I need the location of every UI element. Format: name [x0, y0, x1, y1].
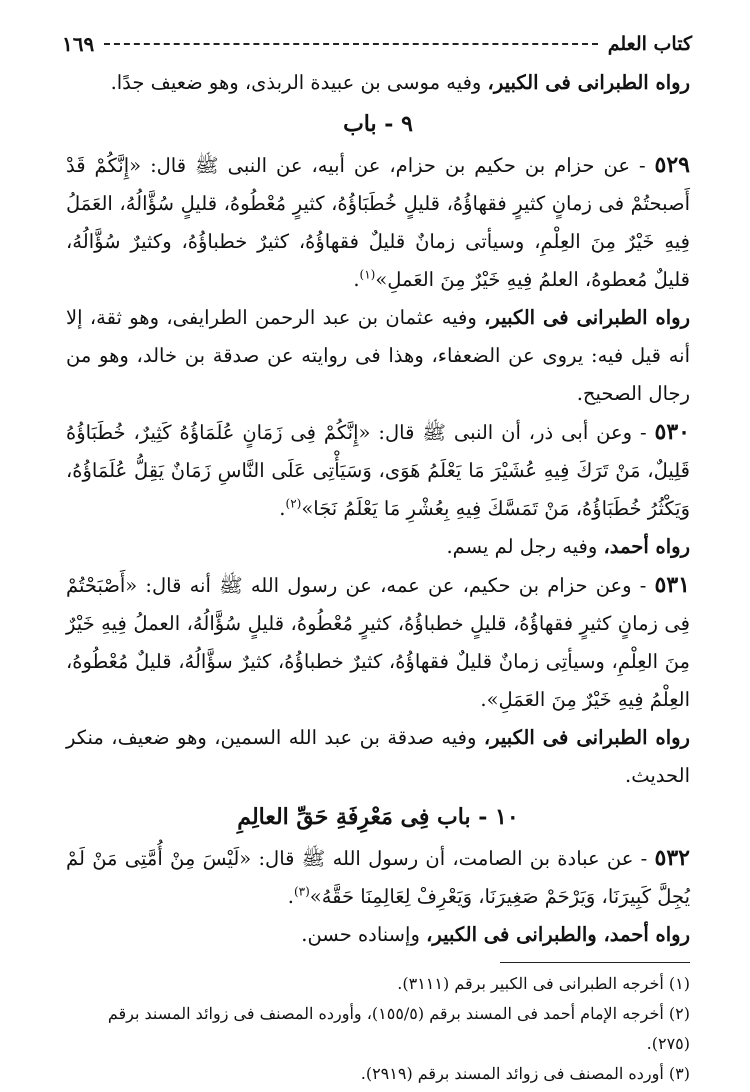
hadith-text: - وعن أبى ذر، أن النبى ﷺ قال: «إِنَّكُمْ فِى زَمَانٍ عُلَمَاؤُهُ كَثِيرٌ، خُطَبَاؤُهُ قَلِيلٌ، مَنْ تَرَكَ فِيهِ عُشَيْرَ مَا يَعْلَمُ هَوَى، وَسَيَأْتِى عَلَى النَّاسِ زَمَانٌ يَقِلُّ عُلَمَاؤُهُ، وَيَكْثُرُ خُطَبَاؤُهُ، مَنْ تَمَسَّكَ فِيهِ بِعُشْرِ مَا يَعْلَمُ نَجَا» — [66, 421, 690, 520]
hadith-paragraph — [66, 839, 690, 916]
narration-text: وفيه موسى بن عبيدة الربذى، وهو ضعيف جدًا. — [110, 71, 488, 94]
narration-text: وفيه صدقة بن عبد الله السمين، وهو ضعيف، منكر الحديث. — [66, 726, 690, 787]
footnote-rule — [500, 962, 690, 963]
hadith-number: ٥٣٠ — [654, 419, 690, 445]
chapter-heading: ١٠ - باب فِى مَعْرِفَةِ حَقِّ العالِمِ — [237, 804, 519, 830]
narration-note — [66, 64, 690, 102]
narration-source: رواه الطبرانى فى الكبير، — [483, 726, 690, 749]
hadith-end: . — [279, 497, 286, 520]
footnote-marker: (١) — [359, 267, 376, 282]
hadith-number: ٥٢٩ — [654, 152, 690, 178]
narration-note — [66, 719, 690, 795]
narration-source: رواه الطبرانى فى الكبير، — [484, 306, 690, 329]
narration-note — [66, 528, 690, 566]
footnote: (٣) أورده المصنف فى زوائد المسند برقم (٢٩١٩). — [360, 1064, 690, 1083]
footnote-marker: (٢) — [285, 496, 302, 511]
page-number: ١٦٩ — [62, 32, 95, 56]
footnotes — [66, 962, 690, 1089]
hadith-end: . — [353, 268, 360, 291]
header-dashed-rule — [104, 43, 598, 45]
narration-source: رواه أحمد، — [603, 535, 690, 558]
hadith-number: ٥٣١ — [654, 572, 690, 598]
narration-text: وإسناده حسن. — [301, 923, 427, 946]
narration-note — [66, 299, 690, 413]
book-title: كتاب العلم — [607, 33, 692, 55]
hadith-number: ٥٣٢ — [654, 845, 690, 871]
hadith-text: - وعن حزام بن حكيم، عن عمه، عن رسول الله ﷺ أنه قال: «أَصْبَحْتُمْ فِى زمانٍ كثيرٍ فقهاؤُهُ، قليلٍ خطباؤُهُ، كثيرٍ مُعْطُوهُ، قليلٍ سُؤَّالُهُ، العملُ فِيهِ خَيْرٌ مِنَ العِلْمِ، وسيأتِى زمانٌ قليلٌ فقهاؤُهُ، كثيرٌ خطباؤُهُ، كثيرٌ سؤَّالُهُ، قليلٌ مُعْطُوهُ، العِلْمُ فِيهِ خَيْرٌ مِنَ العَمَلِ» — [66, 574, 690, 711]
hadith-text: - عن حزام بن حكيم بن حزام، عن أبيه، عن النبى ﷺ قال: «إِنَّكُمْ قَدْ أَصبحتُمْ فى زمانٍ كثيرٍ فقهاؤُهُ، قليلٍ خُطَبَاؤُهُ، كثيرٍ مُعْطُوهُ، قليلٍ سُؤَّالُهُ، العَمَلُ فِيهِ خَيْرٌ مِنَ العِلْمِ، وسيأتى زمانٌ قليلٌ فقهاؤُهُ، كثيرٌ خطباؤُهُ، وكثيرٌ سُؤَّالُهُ، قليلٌ مُعطوهُ، العلمُ فِيهِ خَيْرٌ مِنَ العَملِ» — [66, 154, 690, 291]
narration-text: وفيه عثمان بن عبد الرحمن الطرايفى، وهو ثقة، إلا أنه قيل فيه: يروى عن الضعفاء، وهذا فى روايته عن صدقة بن خالد، وهو من رجال الصحيح. — [66, 306, 690, 405]
chapter-heading: ٩ - باب — [343, 111, 413, 137]
hadith-paragraph — [66, 146, 690, 299]
narration-text: وفيه رجل لم يسم. — [446, 535, 604, 558]
hadith-text: - عن عبادة بن الصامت، أن رسول الله ﷺ قال: «لَيْسَ مِنْ أُمَّتِى مَنْ لَمْ يُجِلَّ كَبِيرَنَا، وَيَرْحَمْ صَغِيرَنَا، وَيَعْرِفْ لِعَالِمِنَا حَقَّهُ» — [66, 847, 690, 908]
hadith-end: . — [287, 885, 294, 908]
running-header — [62, 30, 692, 58]
footnote: (١) أخرجه الطبرانى فى الكبير برقم (٣١١١). — [397, 974, 690, 993]
main-text — [66, 64, 690, 954]
narration-source: رواه الطبرانى فى الكبير، — [487, 71, 690, 94]
hadith-paragraph — [66, 413, 690, 528]
narration-note — [66, 916, 690, 954]
hadith-paragraph — [66, 566, 690, 719]
footnote: (٢) أخرجه الإمام أحمد فى المسند برقم (١٥٥/٥)، وأورده المصنف فى زوائد المسند برقم (٢٧٥). — [107, 1004, 690, 1053]
hadith-end: . — [480, 688, 487, 711]
footnote-marker: (٣) — [293, 884, 310, 899]
narration-source: رواه أحمد، والطبرانى فى الكبير، — [426, 923, 690, 946]
